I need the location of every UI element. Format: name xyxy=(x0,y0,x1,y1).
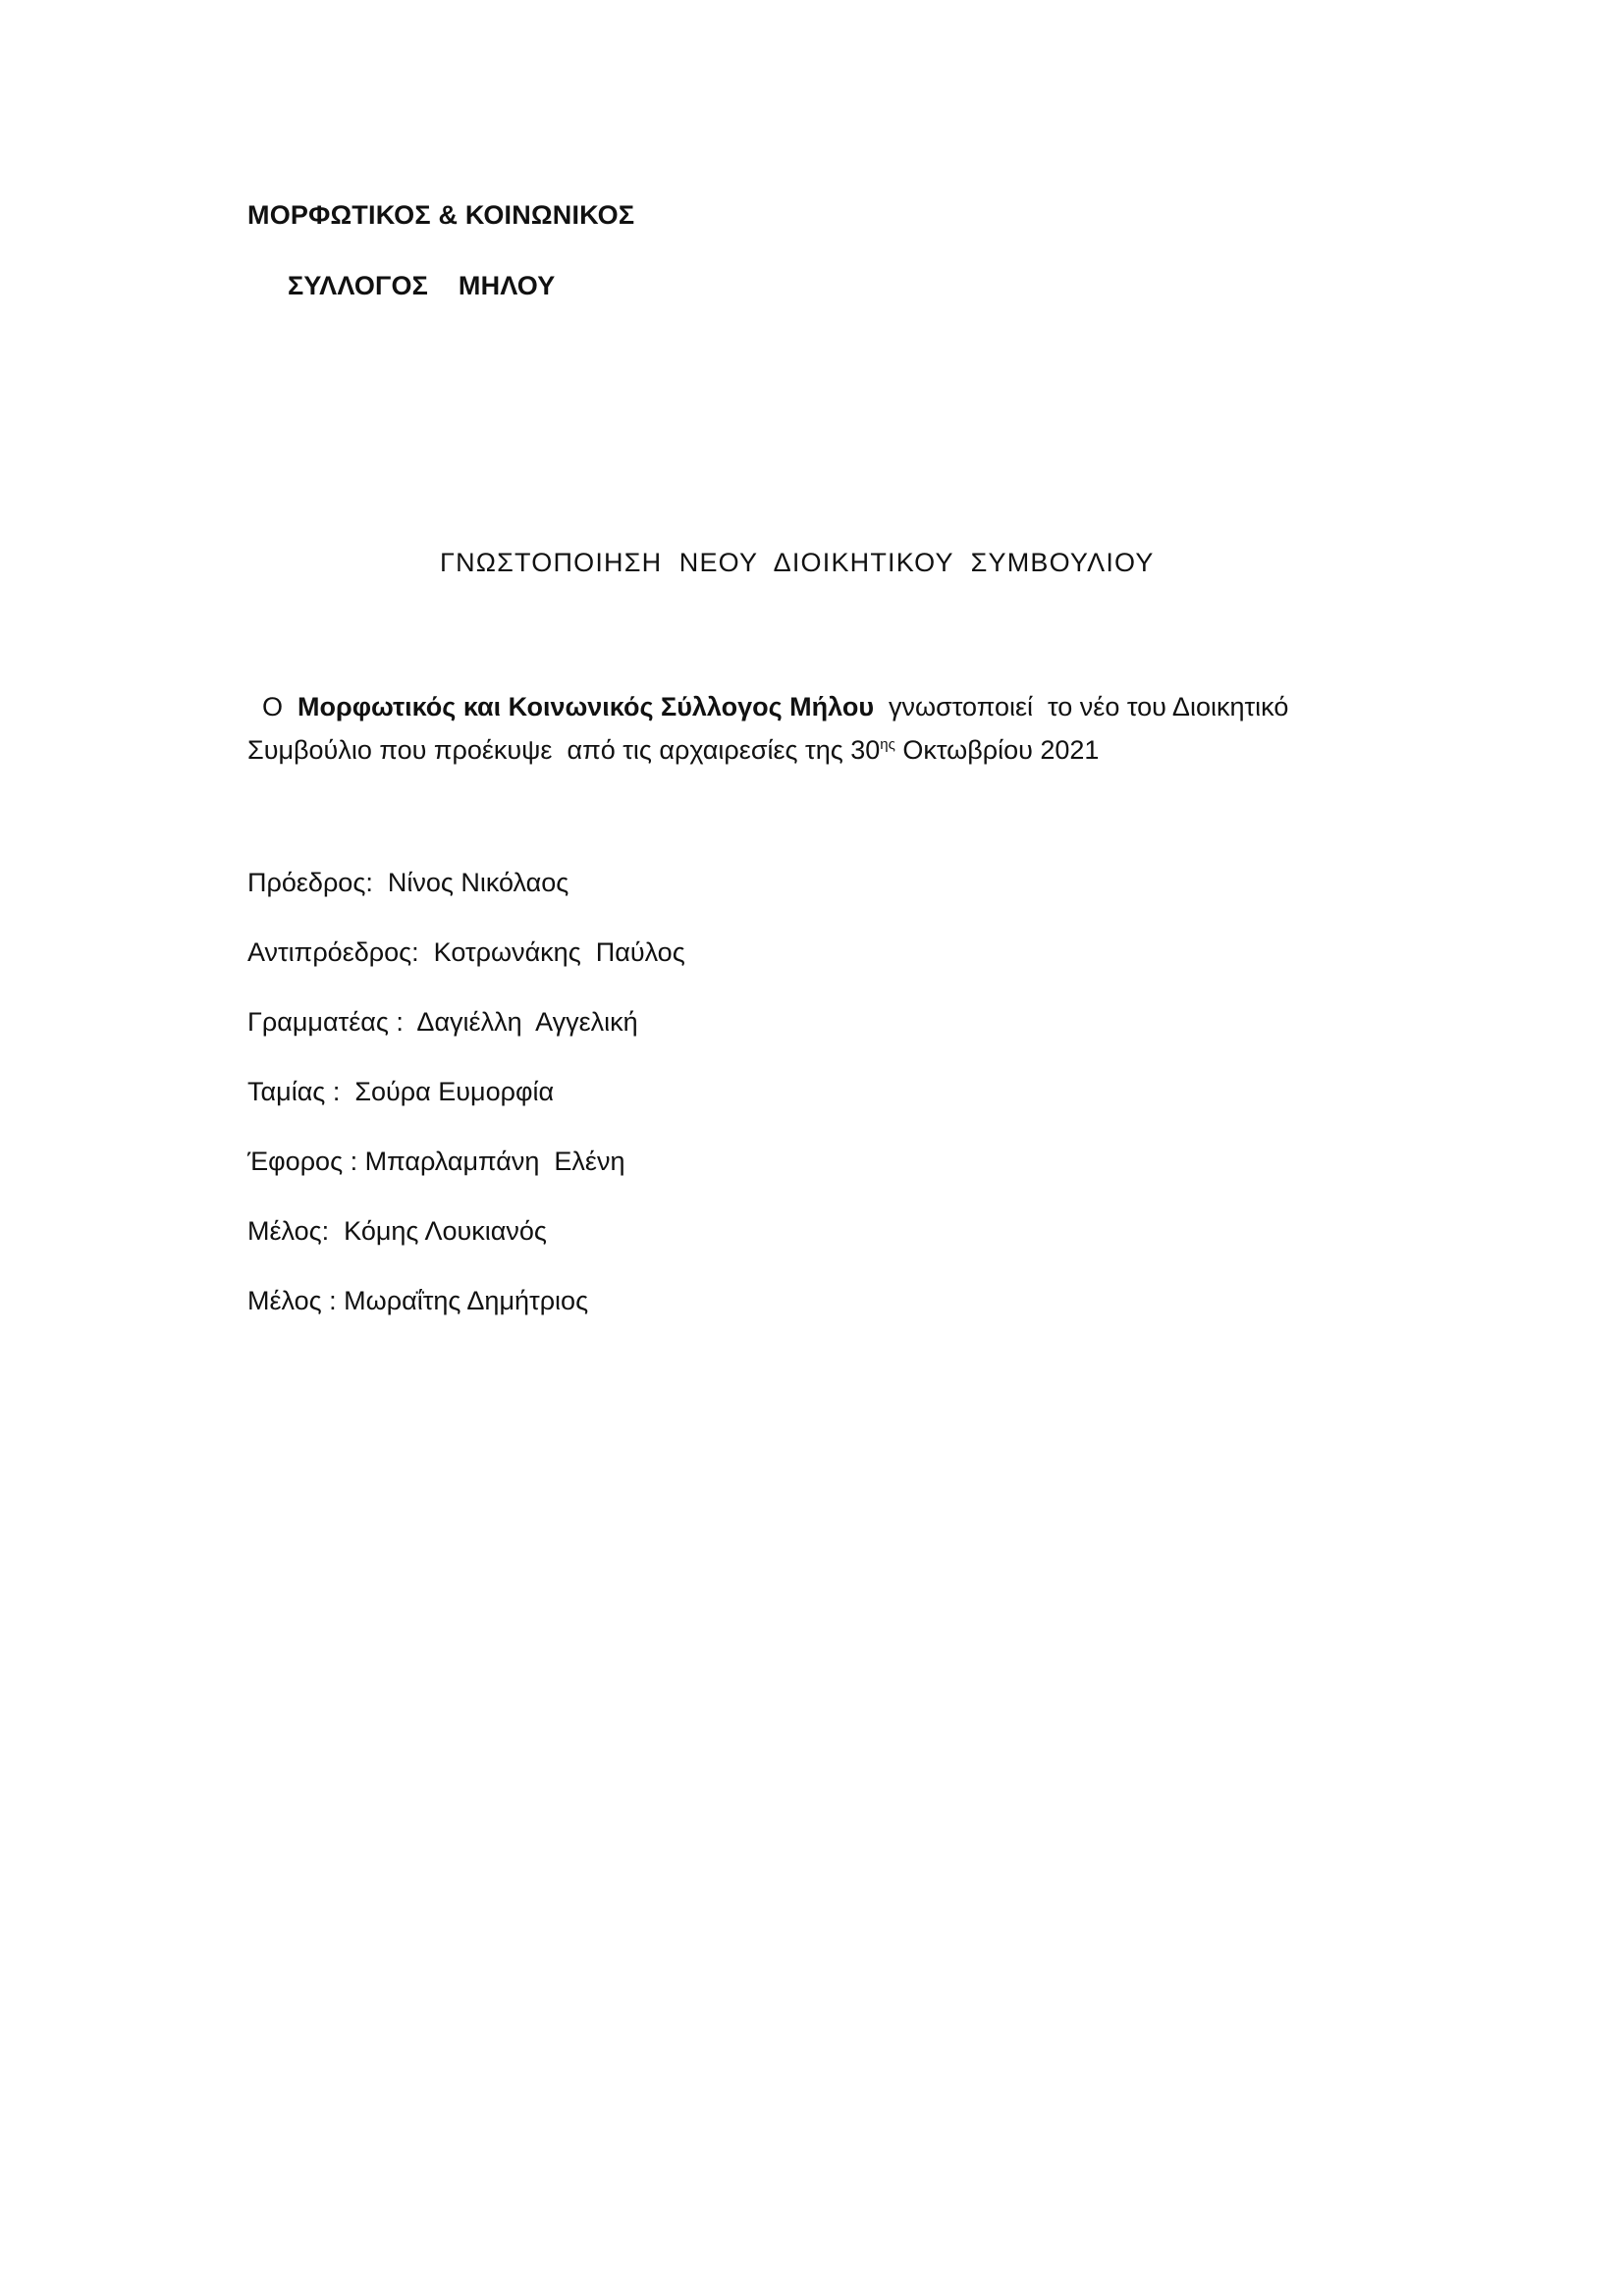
board-role: Πρόεδρος: xyxy=(247,868,373,897)
intro-line-2 xyxy=(247,728,1357,772)
board-name: Κοτρωνάκης Παύλος xyxy=(418,937,685,967)
intro-org-name: Μορφωτικός και Κοινωνικός Σύλλογος Μήλου xyxy=(298,692,875,721)
board-role: Έφορος : xyxy=(247,1147,358,1176)
intro-ordinal-suffix: ης xyxy=(880,736,895,753)
org-name-line-2: ΣΥΛΛΟΓΟΣ ΜΗΛΟΥ xyxy=(288,271,556,300)
intro-line-2-end: Οκτωβρίου 2021 xyxy=(894,735,1100,765)
board-role: Γραμματέας : xyxy=(247,1007,404,1037)
intro-line-1-rest: γνωστοποιεί το νέο του Διοικητικό xyxy=(874,692,1289,721)
board-name: Σούρα Ευμορφία xyxy=(340,1077,555,1106)
board-member xyxy=(247,1007,685,1077)
board-name: Μωραΐτης Δημήτριος xyxy=(336,1286,589,1315)
org-name-line-1: ΜΟΡΦΩΤΙΚΟΣ & ΚΟΙΝΩΝΙΚΟΣ xyxy=(247,200,635,230)
board-member xyxy=(247,937,685,1007)
board-name: Δαγιέλλη Αγγελική xyxy=(403,1007,638,1037)
board-member xyxy=(247,1216,685,1286)
intro-line-1 xyxy=(247,685,1357,728)
board-role: Μέλος: xyxy=(247,1216,330,1246)
board-member xyxy=(247,868,685,937)
board-members-list xyxy=(247,868,685,1356)
board-role: Ταμίας : xyxy=(247,1077,341,1106)
board-member xyxy=(247,1147,685,1216)
board-role: Μέλος : xyxy=(247,1286,337,1315)
intro-prefix: Ο xyxy=(247,692,298,721)
board-name: Νίνος Νικόλαος xyxy=(372,868,569,897)
board-member xyxy=(247,1286,685,1356)
document-title: ΓΝΩΣΤΟΠΟΙΗΣΗ ΝΕΟΥ ΔΙΟΙΚΗΤΙΚΟΥ ΣΥΜΒΟΥΛΙΟΥ xyxy=(440,548,1155,577)
intro-paragraph xyxy=(247,685,1357,772)
board-name: Κόμης Λουκιανός xyxy=(329,1216,547,1246)
board-role: Αντιπρόεδρος: xyxy=(247,937,419,967)
board-member xyxy=(247,1077,685,1147)
board-name: Μπαρλαμπάνη Ελένη xyxy=(357,1147,625,1176)
intro-line-2-text: Συμβούλιο που προέκυψε από τις αρχαιρεσίες της 30 xyxy=(247,735,881,765)
